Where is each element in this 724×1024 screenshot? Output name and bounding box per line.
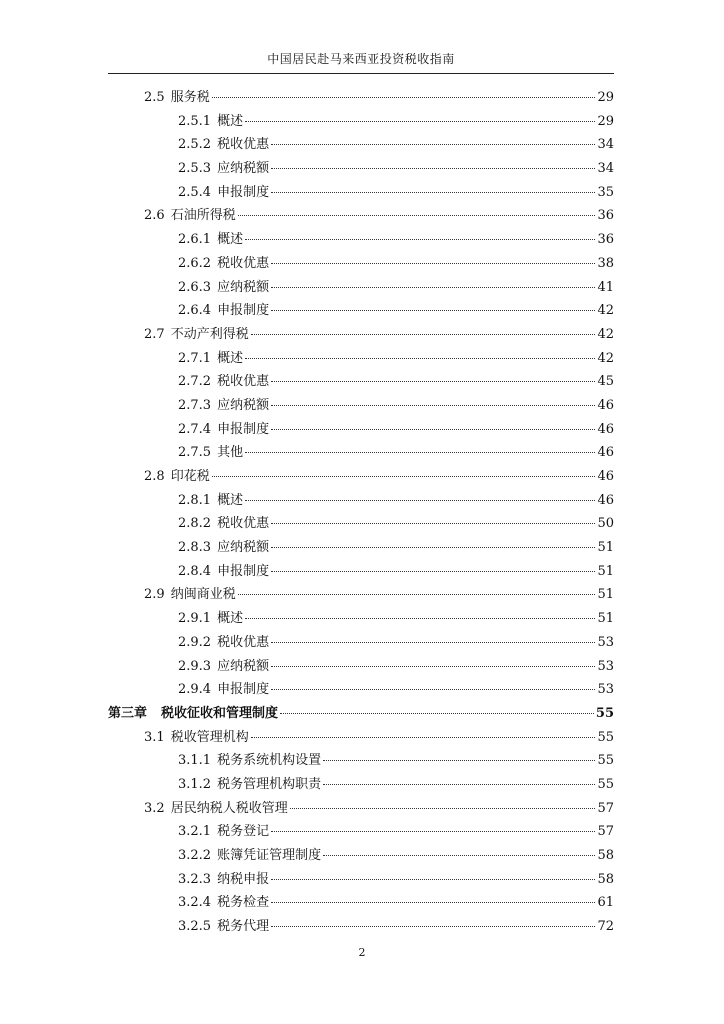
toc-entry-number: 2.5.4 [178, 184, 212, 200]
running-header: 中国居民赴马来西亚投资税收指南 [267, 52, 455, 66]
toc-entry-title: 账簿凭证管理制度 [217, 848, 322, 863]
toc-entry[interactable] [108, 536, 614, 560]
dot-leader [245, 452, 595, 453]
dot-leader [271, 571, 595, 572]
toc-entry-number: 2.8.4 [178, 563, 212, 579]
toc-entry-number: 2.5 [144, 90, 165, 105]
toc-entry-page: 46 [597, 492, 614, 508]
toc-entry-number: 3.2.5 [178, 919, 212, 935]
toc-entry-title: 概述 [217, 113, 244, 129]
toc-entry-page: 42 [597, 303, 614, 319]
dot-leader [271, 902, 595, 903]
toc-entry-page: 46 [597, 469, 614, 484]
dot-leader [271, 642, 595, 643]
dot-leader [238, 594, 596, 595]
toc-entry-title: 税务代理 [217, 919, 270, 935]
page-number: 2 [358, 946, 366, 959]
toc-entry-page: 51 [597, 587, 614, 603]
toc-entry[interactable] [108, 560, 614, 584]
toc-entry-page: 29 [597, 90, 614, 105]
toc-entry-number: 2.9 [144, 587, 165, 603]
toc-entry-title: 应纳税额 [217, 397, 270, 413]
toc-entry-title: 税收管理机构 [170, 729, 249, 745]
toc-entry-number: 2.8.1 [178, 492, 212, 508]
toc-entry-page: 55 [597, 753, 614, 769]
toc-entry-title: 概述 [217, 492, 244, 508]
dot-leader [280, 713, 594, 714]
toc-entry[interactable] [108, 181, 614, 205]
toc-entry-title: 应纳税额 [217, 161, 270, 177]
toc-entry-title: 概述 [217, 232, 244, 248]
dot-leader [271, 192, 595, 193]
toc-entry-number: 2.8 [144, 469, 165, 484]
toc-entry-number: 2.7.3 [178, 397, 212, 413]
toc-entry[interactable] [108, 370, 614, 394]
toc-entry-title: 不动产利得税 [170, 326, 249, 342]
dot-leader [245, 358, 595, 359]
toc-entry[interactable] [108, 655, 614, 679]
toc-entry-number: 2.5.2 [178, 137, 212, 153]
dot-leader [271, 926, 595, 927]
dot-leader [271, 263, 595, 264]
toc-entry-page: 55 [595, 705, 614, 721]
toc-entry[interactable] [108, 204, 614, 228]
toc-entry-page: 36 [597, 208, 614, 224]
dot-leader [271, 429, 595, 430]
toc-entry[interactable] [108, 820, 614, 844]
toc-entry-page: 34 [597, 137, 614, 153]
toc-entry-title: 应纳税额 [217, 540, 270, 556]
toc-entry[interactable] [108, 299, 614, 323]
toc-entry[interactable] [108, 157, 614, 181]
dot-leader [271, 287, 595, 288]
dot-leader [271, 405, 595, 406]
toc-entry-number: 3.2 [144, 800, 165, 816]
toc-entry-number: 2.9.2 [178, 634, 212, 650]
toc-entry-number: 2.5.1 [178, 113, 212, 129]
toc-entry[interactable] [108, 773, 614, 797]
dot-leader [271, 144, 595, 145]
dot-leader [323, 760, 595, 761]
toc-entry[interactable] [108, 465, 614, 489]
toc-entry-page: 57 [597, 800, 614, 816]
dot-leader [271, 689, 595, 690]
toc-entry-title: 申报制度 [217, 184, 270, 200]
toc-entry-title: 税务登记 [217, 824, 270, 840]
toc-entry-title: 概述 [217, 350, 244, 366]
dot-leader [245, 500, 595, 501]
toc-entry-number: 2.7.5 [178, 445, 212, 461]
toc-entry[interactable] [108, 228, 614, 252]
toc-entry-title: 税收征收和管理制度 [161, 705, 279, 721]
toc-entry-title: 纳税申报 [217, 871, 270, 887]
toc-entry-number: 3.2.2 [178, 848, 212, 863]
toc-entry-number: 2.7.2 [178, 374, 212, 390]
toc-entry-number: 2.6.4 [178, 303, 212, 319]
toc-entry-number: 3.1 [144, 729, 165, 745]
toc-entry-page: 58 [597, 871, 614, 887]
toc-entry-page: 53 [597, 682, 614, 698]
toc-entry-title: 税收优惠 [217, 374, 270, 390]
toc-entry[interactable] [108, 868, 614, 892]
toc-entry-title: 概述 [217, 611, 244, 627]
dot-leader [251, 737, 596, 738]
toc-entry-page: 51 [597, 540, 614, 556]
toc-entry[interactable] [108, 441, 614, 465]
toc-entry[interactable] [108, 726, 614, 750]
toc-entry-page: 42 [597, 350, 614, 366]
toc-entry[interactable] [108, 323, 614, 347]
toc-entry-title: 税务系统机构设置 [217, 753, 322, 769]
toc-entry[interactable] [108, 489, 614, 513]
toc-entry-page: 42 [597, 326, 614, 342]
toc-entry-title: 石油所得税 [170, 208, 236, 224]
toc-entry-page: 51 [597, 611, 614, 627]
toc-entry-page: 57 [597, 824, 614, 840]
toc-entry[interactable] [108, 512, 614, 536]
toc-entry[interactable] [108, 418, 614, 442]
toc-entry-title: 税务管理机构职责 [217, 776, 322, 792]
toc-entry[interactable] [108, 347, 614, 371]
toc-entry-page: 45 [597, 374, 614, 390]
toc-entry[interactable] [108, 583, 614, 607]
table-of-contents [108, 86, 614, 939]
toc-entry[interactable] [108, 607, 614, 631]
toc-entry-page: 58 [597, 848, 614, 863]
toc-entry-title: 税收优惠 [217, 634, 270, 650]
toc-entry-title: 应纳税额 [217, 279, 270, 295]
toc-entry-page: 35 [597, 184, 614, 200]
toc-entry[interactable] [108, 678, 614, 702]
toc-entry-page: 34 [597, 161, 614, 177]
toc-entry[interactable] [108, 702, 614, 726]
toc-entry-number: 2.7.1 [178, 350, 212, 366]
dot-leader [323, 784, 595, 785]
toc-entry-number: 2.7.4 [178, 421, 212, 437]
dot-leader [271, 879, 595, 880]
toc-entry-number: 3.2.4 [178, 895, 212, 911]
toc-entry-number: 2.8.2 [178, 516, 212, 532]
toc-entry-number: 3.2.1 [178, 824, 212, 840]
toc-entry[interactable] [108, 891, 614, 915]
toc-entry-page: 72 [597, 919, 614, 935]
toc-entry[interactable] [108, 844, 614, 868]
toc-entry[interactable] [108, 133, 614, 157]
toc-entry-title: 申报制度 [217, 421, 270, 437]
dot-leader [245, 618, 595, 619]
toc-entry-number: 2.6.2 [178, 255, 212, 271]
toc-entry-title: 应纳税额 [217, 658, 270, 674]
toc-entry-number: 3.2.3 [178, 871, 212, 887]
toc-entry[interactable] [108, 252, 614, 276]
dot-leader [271, 831, 595, 832]
toc-entry-number: 2.8.3 [178, 540, 212, 556]
toc-entry-title: 税务检查 [217, 895, 270, 911]
toc-entry[interactable] [108, 394, 614, 418]
dot-leader [251, 334, 596, 335]
toc-entry-number: 2.6.3 [178, 279, 212, 295]
toc-entry-number: 2.9.1 [178, 611, 212, 627]
dot-leader [271, 666, 595, 667]
toc-entry-page: 41 [597, 279, 614, 295]
toc-entry-page: 53 [597, 634, 614, 650]
toc-entry-title: 申报制度 [217, 682, 270, 698]
dot-leader [271, 310, 595, 311]
dot-leader [290, 808, 596, 809]
dot-leader [271, 381, 595, 382]
toc-entry[interactable] [108, 110, 614, 134]
dot-leader [245, 121, 595, 122]
toc-entry-page: 46 [597, 421, 614, 437]
dot-leader [212, 97, 596, 98]
toc-entry-number: 第三章 [108, 705, 148, 721]
toc-entry[interactable] [108, 276, 614, 300]
toc-entry-number: 3.1.1 [178, 753, 212, 769]
header-divider [108, 73, 614, 74]
toc-entry-number: 2.9.4 [178, 682, 212, 698]
dot-leader [238, 215, 596, 216]
toc-entry-title: 税收优惠 [217, 255, 270, 271]
toc-entry[interactable] [108, 749, 614, 773]
toc-entry-number: 2.9.3 [178, 658, 212, 674]
toc-entry-title: 其他 [217, 445, 244, 461]
toc-entry-page: 51 [597, 563, 614, 579]
toc-entry-page: 46 [597, 397, 614, 413]
dot-leader [271, 168, 595, 169]
dot-leader [245, 239, 595, 240]
toc-entry-page: 38 [597, 255, 614, 271]
toc-entry-page: 50 [597, 516, 614, 532]
toc-entry-title: 印花税 [170, 469, 210, 484]
toc-entry[interactable] [108, 86, 614, 110]
toc-entry-title: 居民纳税人税收管理 [170, 800, 288, 816]
toc-entry-page: 55 [597, 729, 614, 745]
toc-entry-number: 2.5.3 [178, 161, 212, 177]
toc-entry-number: 2.6.1 [178, 232, 212, 248]
toc-entry-number: 2.6 [144, 208, 165, 224]
dot-leader [271, 523, 595, 524]
toc-entry-number: 2.7 [144, 326, 165, 342]
dot-leader [323, 855, 595, 856]
toc-entry[interactable] [108, 797, 614, 821]
toc-entry-page: 61 [597, 895, 614, 911]
toc-entry-title: 服务税 [170, 90, 210, 105]
toc-entry-title: 申报制度 [217, 563, 270, 579]
toc-entry-title: 税收优惠 [217, 137, 270, 153]
toc-entry-page: 55 [597, 776, 614, 792]
toc-entry-title: 税收优惠 [217, 516, 270, 532]
toc-entry[interactable] [108, 631, 614, 655]
toc-entry[interactable] [108, 915, 614, 939]
toc-entry-number: 3.1.2 [178, 776, 212, 792]
toc-entry-page: 29 [597, 113, 614, 129]
toc-entry-title: 纳闽商业税 [170, 587, 236, 603]
toc-entry-title: 申报制度 [217, 303, 270, 319]
toc-entry-page: 36 [597, 232, 614, 248]
toc-entry-page: 46 [597, 445, 614, 461]
toc-entry-page: 53 [597, 658, 614, 674]
dot-leader [271, 547, 595, 548]
dot-leader [212, 476, 596, 477]
